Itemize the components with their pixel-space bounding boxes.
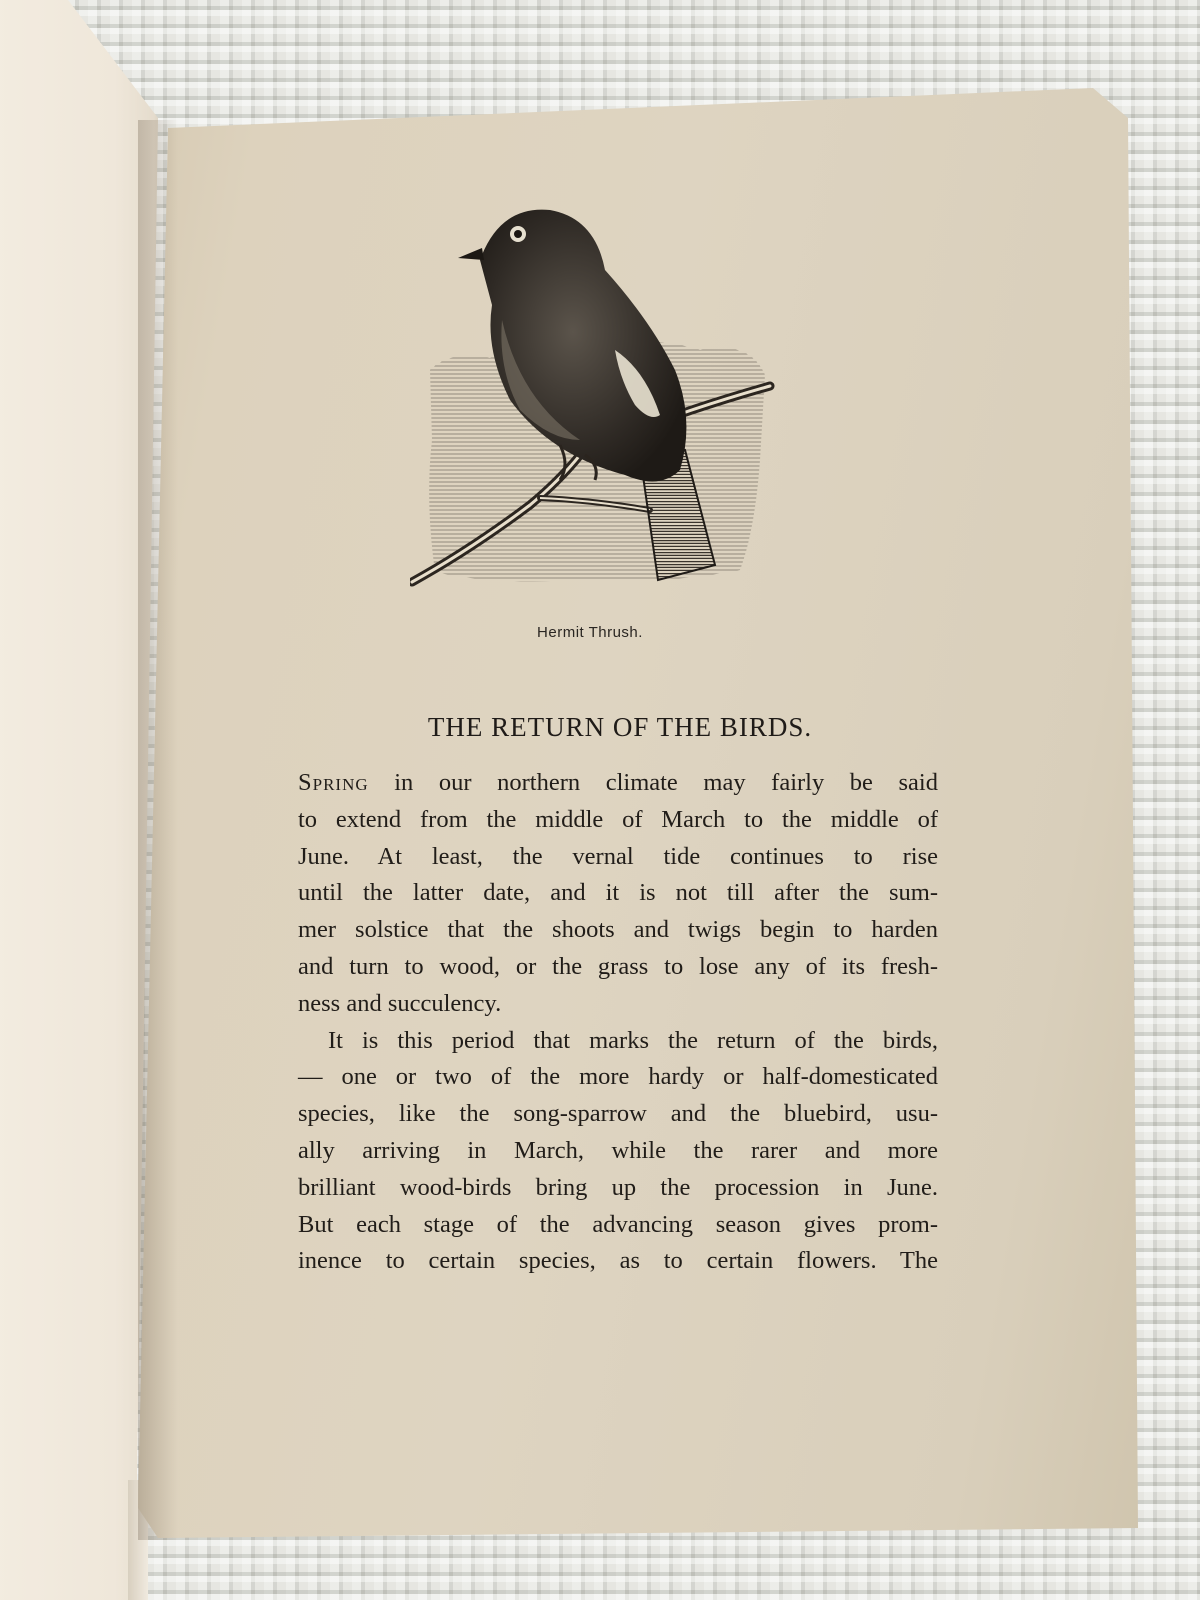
text-line [268, 765, 938, 802]
chapter-title: THE RETURN OF THE BIRDS. [427, 712, 813, 742]
illustration-caption: Hermit Thrush. [537, 624, 643, 641]
text-line: It is this period that marks the return of the birds, [328, 1026, 938, 1054]
text-line: and turn to wood, or the grass to lose any of its fresh- [298, 952, 938, 980]
text-line: inence to certain species, as to certain flowers. The [298, 1247, 938, 1275]
gutter-shadow [138, 120, 178, 1540]
text-line: But each stage of the advancing season gives prom- [298, 1210, 938, 1238]
body-text [268, 765, 938, 1280]
text-line: brilliant wood-birds bring up the procession in June. [298, 1173, 938, 1201]
lead-word: Spring [298, 769, 369, 796]
text-line: ness and succulency. [298, 989, 502, 1017]
text-line: species, like the song-sparrow and the bluebird, usu- [298, 1100, 938, 1128]
text-line: — one or two of the more hardy or half-domesticated [298, 1063, 938, 1091]
paragraph-1 [268, 765, 938, 1023]
text-line: June. At least, the vernal tide continues to rise [298, 842, 938, 870]
bird-illustration [410, 200, 780, 600]
text-line: ally arriving in March, while the rarer and more [298, 1136, 938, 1164]
text-line-content: in our northern climate may fairly be said [368, 769, 938, 796]
text-line: until the latter date, and it is not till after the sum- [298, 879, 938, 907]
text-line: mer solstice that the shoots and twigs begin to harden [298, 916, 938, 944]
paragraph-2 [268, 1023, 938, 1281]
text-line: to extend from the middle of March to the middle of [298, 805, 938, 833]
